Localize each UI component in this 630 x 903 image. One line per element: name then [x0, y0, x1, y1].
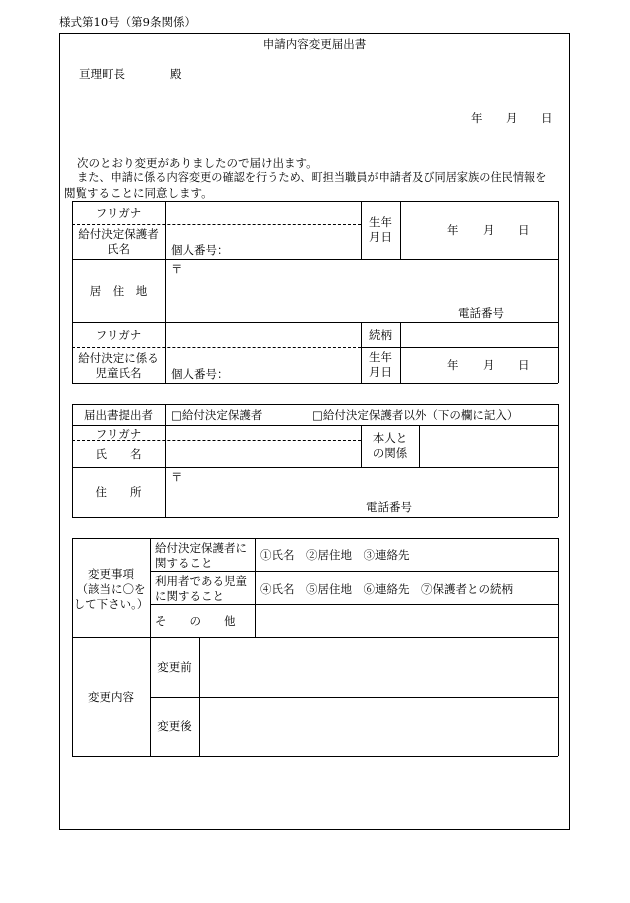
- guardian-label-2: 氏名: [107, 242, 130, 256]
- residence-label: 居 住 地: [89, 284, 148, 298]
- guardian-name-field[interactable]: [167, 226, 359, 257]
- row1-label-2: 関すること: [155, 556, 213, 570]
- submitter-furigana-label: フリガナ: [95, 427, 142, 441]
- guardian-birth-label-2: 月日: [369, 230, 392, 244]
- child-furigana-label: フリガナ: [95, 328, 142, 342]
- row1-label-1: 給付決定保護者に: [155, 541, 247, 555]
- guardian-furigana-label: フリガナ: [95, 206, 142, 220]
- submitter-option-guardian[interactable]: □給付決定保護者: [171, 408, 263, 422]
- submitter-label: 届出書提出者: [84, 408, 153, 422]
- child-birth-label-1: 生年: [369, 350, 392, 364]
- guardian-birth-year: 年: [447, 223, 459, 237]
- row2-options[interactable]: ④氏名 ⑤居住地 ⑥連絡先 ⑦保護者との続柄: [260, 582, 513, 596]
- date-day: 日: [541, 111, 553, 125]
- change-items-label-2: （該当に〇を: [76, 582, 146, 596]
- submitter-phone-label: 電話番号: [366, 500, 412, 514]
- residence-phone-label: 電話番号: [458, 306, 504, 320]
- row3-field[interactable]: [257, 606, 556, 635]
- row1-options[interactable]: ①氏名 ②居住地 ③連絡先: [260, 548, 410, 562]
- before-field[interactable]: [201, 639, 556, 695]
- row3-label: そ の 他: [155, 614, 236, 628]
- guardian-furigana-field[interactable]: [167, 203, 359, 223]
- submitter-option-other[interactable]: □給付決定保護者以外（下の欄に記入）: [312, 408, 519, 422]
- child-birth-label-2: 月日: [369, 365, 392, 379]
- after-label: 変更後: [157, 719, 192, 733]
- date-month: 月: [506, 111, 518, 125]
- child-birth-day: 日: [518, 358, 530, 372]
- row2-label-2: に関すること: [155, 589, 224, 603]
- change-content-label: 変更内容: [88, 690, 134, 704]
- after-field[interactable]: [201, 699, 556, 754]
- child-birth-year: 年: [447, 358, 459, 372]
- submitter-address-field[interactable]: [167, 469, 556, 515]
- submitter-address-label: 住 所: [95, 485, 142, 499]
- change-items-label-1: 変更事項: [88, 567, 134, 581]
- guardian-birth-day: 日: [518, 223, 530, 237]
- submitter-relation-field[interactable]: [421, 427, 556, 465]
- intro-line-3: 閲覧することに同意します。: [64, 186, 213, 200]
- intro-line-2: また、申請に係る内容変更の確認を行うため、町担当職員が申請者及び同居家族の住民情報を: [77, 171, 547, 184]
- form-number: 様式第10号（第9条関係）: [59, 15, 196, 29]
- before-label: 変更前: [157, 660, 192, 674]
- residence-postal-mark: 〒: [171, 262, 183, 276]
- form-title: 申請内容変更届出書: [262, 37, 367, 51]
- submitter-postal-mark: 〒: [171, 470, 183, 484]
- change-items-label-3: して下さい。）: [73, 597, 149, 611]
- guardian-label-1: 給付決定保護者: [78, 227, 159, 241]
- addressee-mayor: 亘理町長: [79, 67, 125, 81]
- submitter-name-field[interactable]: [167, 442, 359, 465]
- intro-line-1: 次のとおり変更がありましたので届け出ます。: [77, 156, 318, 170]
- submitter-furigana-field[interactable]: [167, 427, 359, 439]
- guardian-birth-label-1: 生年: [369, 215, 392, 229]
- child-label-2: 児童氏名: [95, 366, 142, 380]
- addressee-honorific: 殿: [170, 67, 182, 81]
- row2-label-1: 利用者である児童: [155, 574, 247, 588]
- submitter-name-label: 氏 名: [95, 447, 142, 461]
- child-label-1: 給付決定に係る: [78, 351, 159, 365]
- relation-label: 続柄: [369, 328, 392, 342]
- guardian-birth-month: 月: [483, 223, 495, 237]
- guardian-personal-number-label: 個人番号：: [171, 243, 229, 257]
- child-personal-number-label: 個人番号：: [171, 367, 229, 381]
- child-birth-month: 月: [483, 358, 495, 372]
- submitter-relation-label-2: の関係: [372, 446, 408, 460]
- date-year: 年: [471, 111, 483, 125]
- submitter-relation-label-1: 本人と: [372, 431, 408, 445]
